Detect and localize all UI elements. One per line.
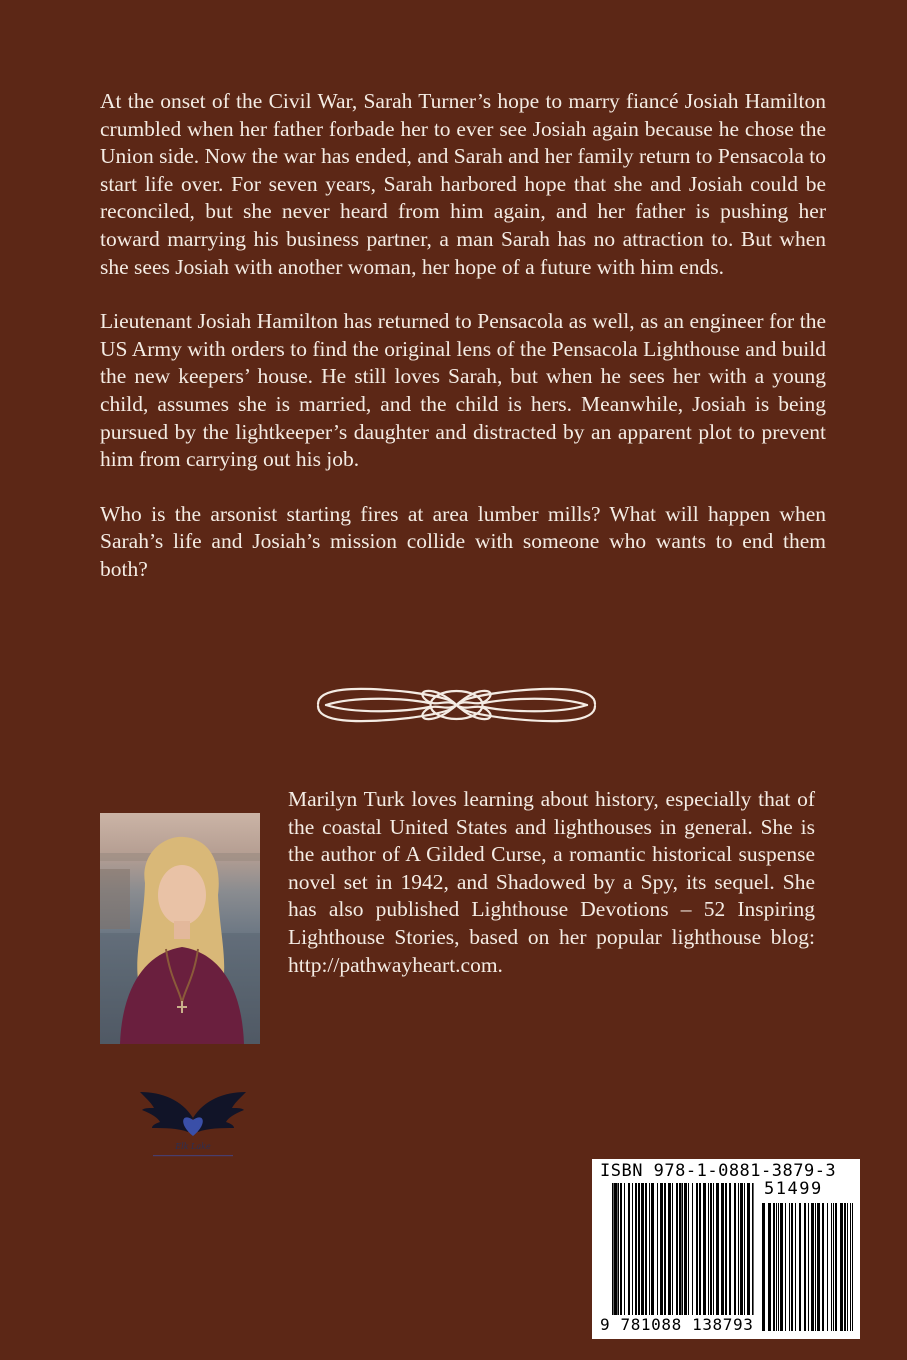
back-cover-blurb — [100, 88, 826, 611]
author-bio: Marilyn Turk loves learning about history, especially that of the coastal United States and lighthouses in general. She is the author of A Gilded Curse, a romantic historical suspense novel set in 1942, and Shadowed by a Spy, its sequel. She has also published Lighthouse Devotions – 52 Inspiring Lighthouse Stories, based on her popular lighthouse blog: http://pathwayheart.com. — [288, 787, 815, 977]
author-photo — [100, 813, 260, 1044]
svg-text:Elk Lake: Elk Lake — [175, 1142, 211, 1151]
blurb-paragraph-3: Who is the arsonist starting fires at area lumber mills? What will happen when Sarah’s life and Josiah’s mission collide with someone who wants to end them both? — [100, 501, 826, 581]
blurb-paragraph-1: At the onset of the Civil War, Sarah Turner’s hope to marry fiancé Josiah Hamilton crumbled when her father forbade her to ever see Josiah again because he chose the Union side. Now the war has ended, and Sarah and her family return to Pensacola to start life over. For seven years, Sarah harbored hope that she and Josiah could be reconciled, but she never heard from him again, and her father is pushing her toward marrying his business partner, a man Sarah has no attraction to. But when she sees Josiah with another woman, her hope of a future with him ends. — [100, 89, 826, 279]
price-addon-code: 51499 — [764, 1179, 823, 1199]
isbn-barcode — [592, 1159, 860, 1339]
blurb-paragraph-2: Lieutenant Josiah Hamilton has returned to Pensacola as well, as an engineer for the US Army with orders to find the original lens of the Pensacola Lighthouse and build the new keepers’ house. He still loves Sarah, but when he sees her with a young child, assumes she is married, and the child is hers. Meanwhile, Josiah is being pursued by the lightkeeper’s daughter and distracted by an apparent plot to prevent him from carrying out his job. — [100, 309, 826, 472]
ornamental-divider-icon — [314, 680, 599, 730]
ean-number: 9 781088 138793 — [600, 1315, 754, 1334]
isbn-number: ISBN 978-1-0881-3879-3 — [600, 1161, 837, 1181]
publisher-logo-icon — [138, 1078, 248, 1160]
